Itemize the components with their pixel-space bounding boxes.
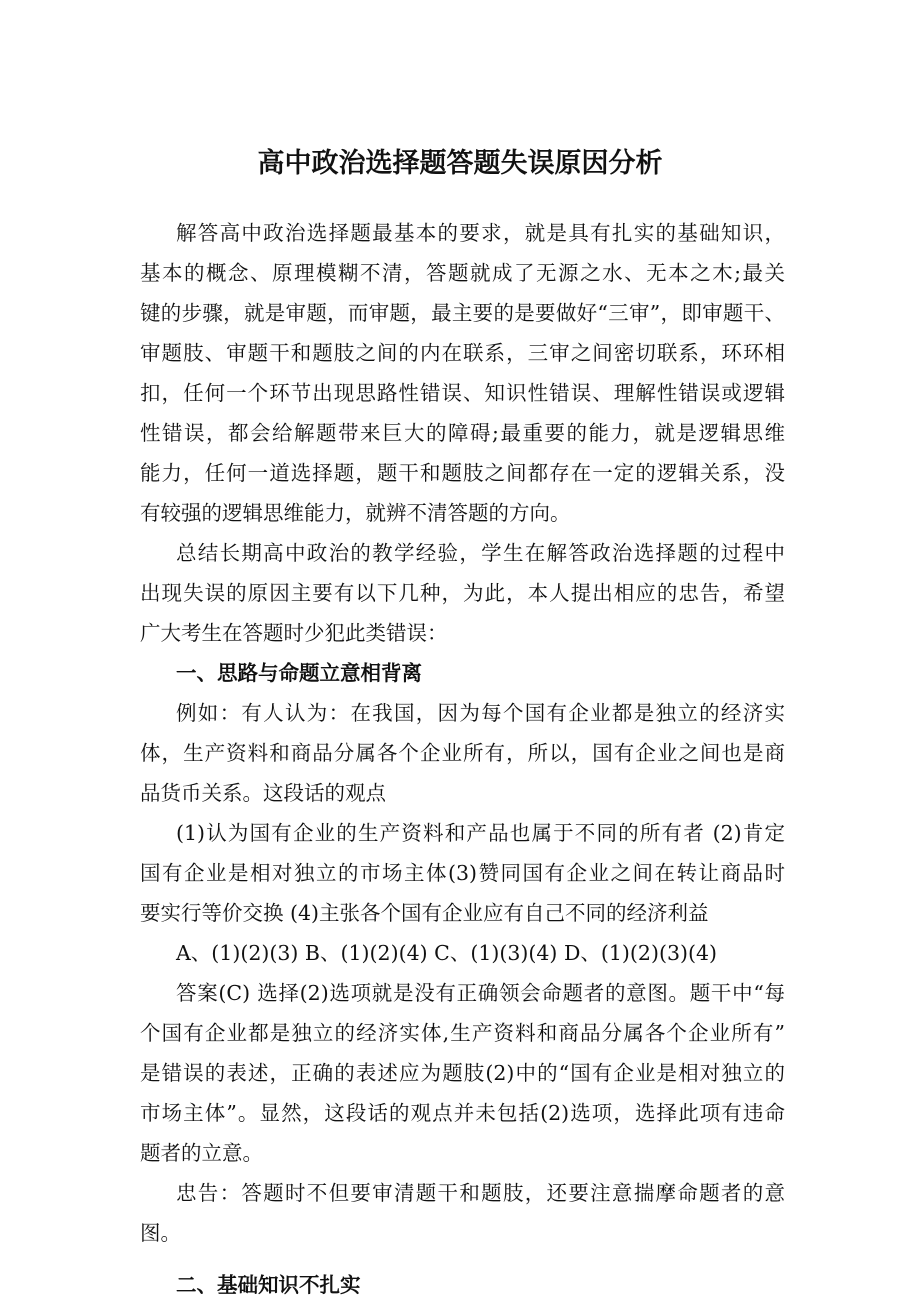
answer-choices: A、(1)(2)(3) B、(1)(2)(4) C、(1)(3)(4) D、(1)(2)(3)(4) bbox=[176, 941, 718, 965]
text-line: 个国有企业都是独立的经济实体,生产资料和商品分属各个企业所有” bbox=[140, 1021, 785, 1045]
section-heading-1: 一、思路与命题立意相背离 bbox=[176, 661, 422, 685]
paragraph-example bbox=[140, 693, 785, 813]
text-line: 总结长期高中政治的教学经验，学生在解答政治选择题的过程中 bbox=[176, 541, 785, 565]
spacer bbox=[140, 1253, 785, 1265]
text-line: 审题肢、审题干和题肢之间的内在联系，三审之间密切联系，环环相 bbox=[140, 341, 785, 365]
text-line: 市场主体”。显然，这段话的观点并未包括(2)选项，选择此项有违命 bbox=[140, 1101, 785, 1125]
text-line: 解答高中政治选择题最基本的要求，就是具有扎实的基础知识， bbox=[176, 221, 785, 245]
text-line: 键的步骤，就是审题，而审题，最主要的是要做好“三审”，即审题干、 bbox=[140, 301, 785, 325]
text-line: 答案(C) 选择(2)选项就是没有正确领会命题者的意图。题干中“每 bbox=[176, 981, 785, 1005]
text-line: 题者的立意。 bbox=[140, 1141, 263, 1165]
document-title: 高中政治选择题答题失误原因分析 bbox=[257, 148, 663, 179]
paragraph-options bbox=[140, 813, 785, 933]
text-line: 基本的概念、原理模糊不清，答题就成了无源之水、无本之木;最关 bbox=[140, 261, 785, 285]
text-line: 图。 bbox=[140, 1221, 181, 1245]
text-line: 体，生产资料和商品分属各个企业所有，所以，国有企业之间也是商 bbox=[140, 741, 785, 765]
text-line: 有较强的逻辑思维能力，就辨不清答题的方向。 bbox=[140, 501, 571, 525]
document-body bbox=[140, 213, 785, 1305]
text-line: 出现失误的原因主要有以下几种，为此，本人提出相应的忠告，希望 bbox=[140, 581, 785, 605]
text-line: 例如：有人认为：在我国，因为每个国有企业都是独立的经济实 bbox=[176, 701, 785, 725]
text-line: 是错误的表述，正确的表述应为题肢(2)中的“国有企业是相对独立的 bbox=[140, 1061, 785, 1085]
text-line: 要实行等价交换 (4)主张各个国有企业应有自己不同的经济利益 bbox=[140, 901, 709, 925]
paragraph-summary bbox=[140, 533, 785, 653]
text-line: 忠告：答题时不但要审清题干和题肢，还要注意揣摩命题者的意 bbox=[176, 1181, 785, 1205]
text-line: 国有企业是相对独立的市场主体(3)赞同国有企业之间在转让商品时 bbox=[140, 861, 785, 885]
paragraph-intro bbox=[140, 213, 785, 533]
paragraph-answer bbox=[140, 973, 785, 1173]
paragraph-advice bbox=[140, 1173, 785, 1253]
text-line: 品货币关系。这段话的观点 bbox=[140, 781, 386, 805]
text-line: 扣，任何一个环节出现思路性错误、知识性错误、理解性错误或逻辑 bbox=[140, 381, 785, 405]
section-heading-2: 二、基础知识不扎实 bbox=[176, 1273, 361, 1297]
text-line: (1)认为国有企业的生产资料和产品也属于不同的所有者 (2)肯定 bbox=[176, 821, 785, 845]
text-line: 性错误，都会给解题带来巨大的障碍;最重要的能力，就是逻辑思维 bbox=[140, 421, 785, 445]
text-line: 能力，任何一道选择题，题干和题肢之间都存在一定的逻辑关系，没 bbox=[140, 461, 785, 485]
text-line: 广大考生在答题时少犯此类错误： bbox=[140, 621, 448, 645]
